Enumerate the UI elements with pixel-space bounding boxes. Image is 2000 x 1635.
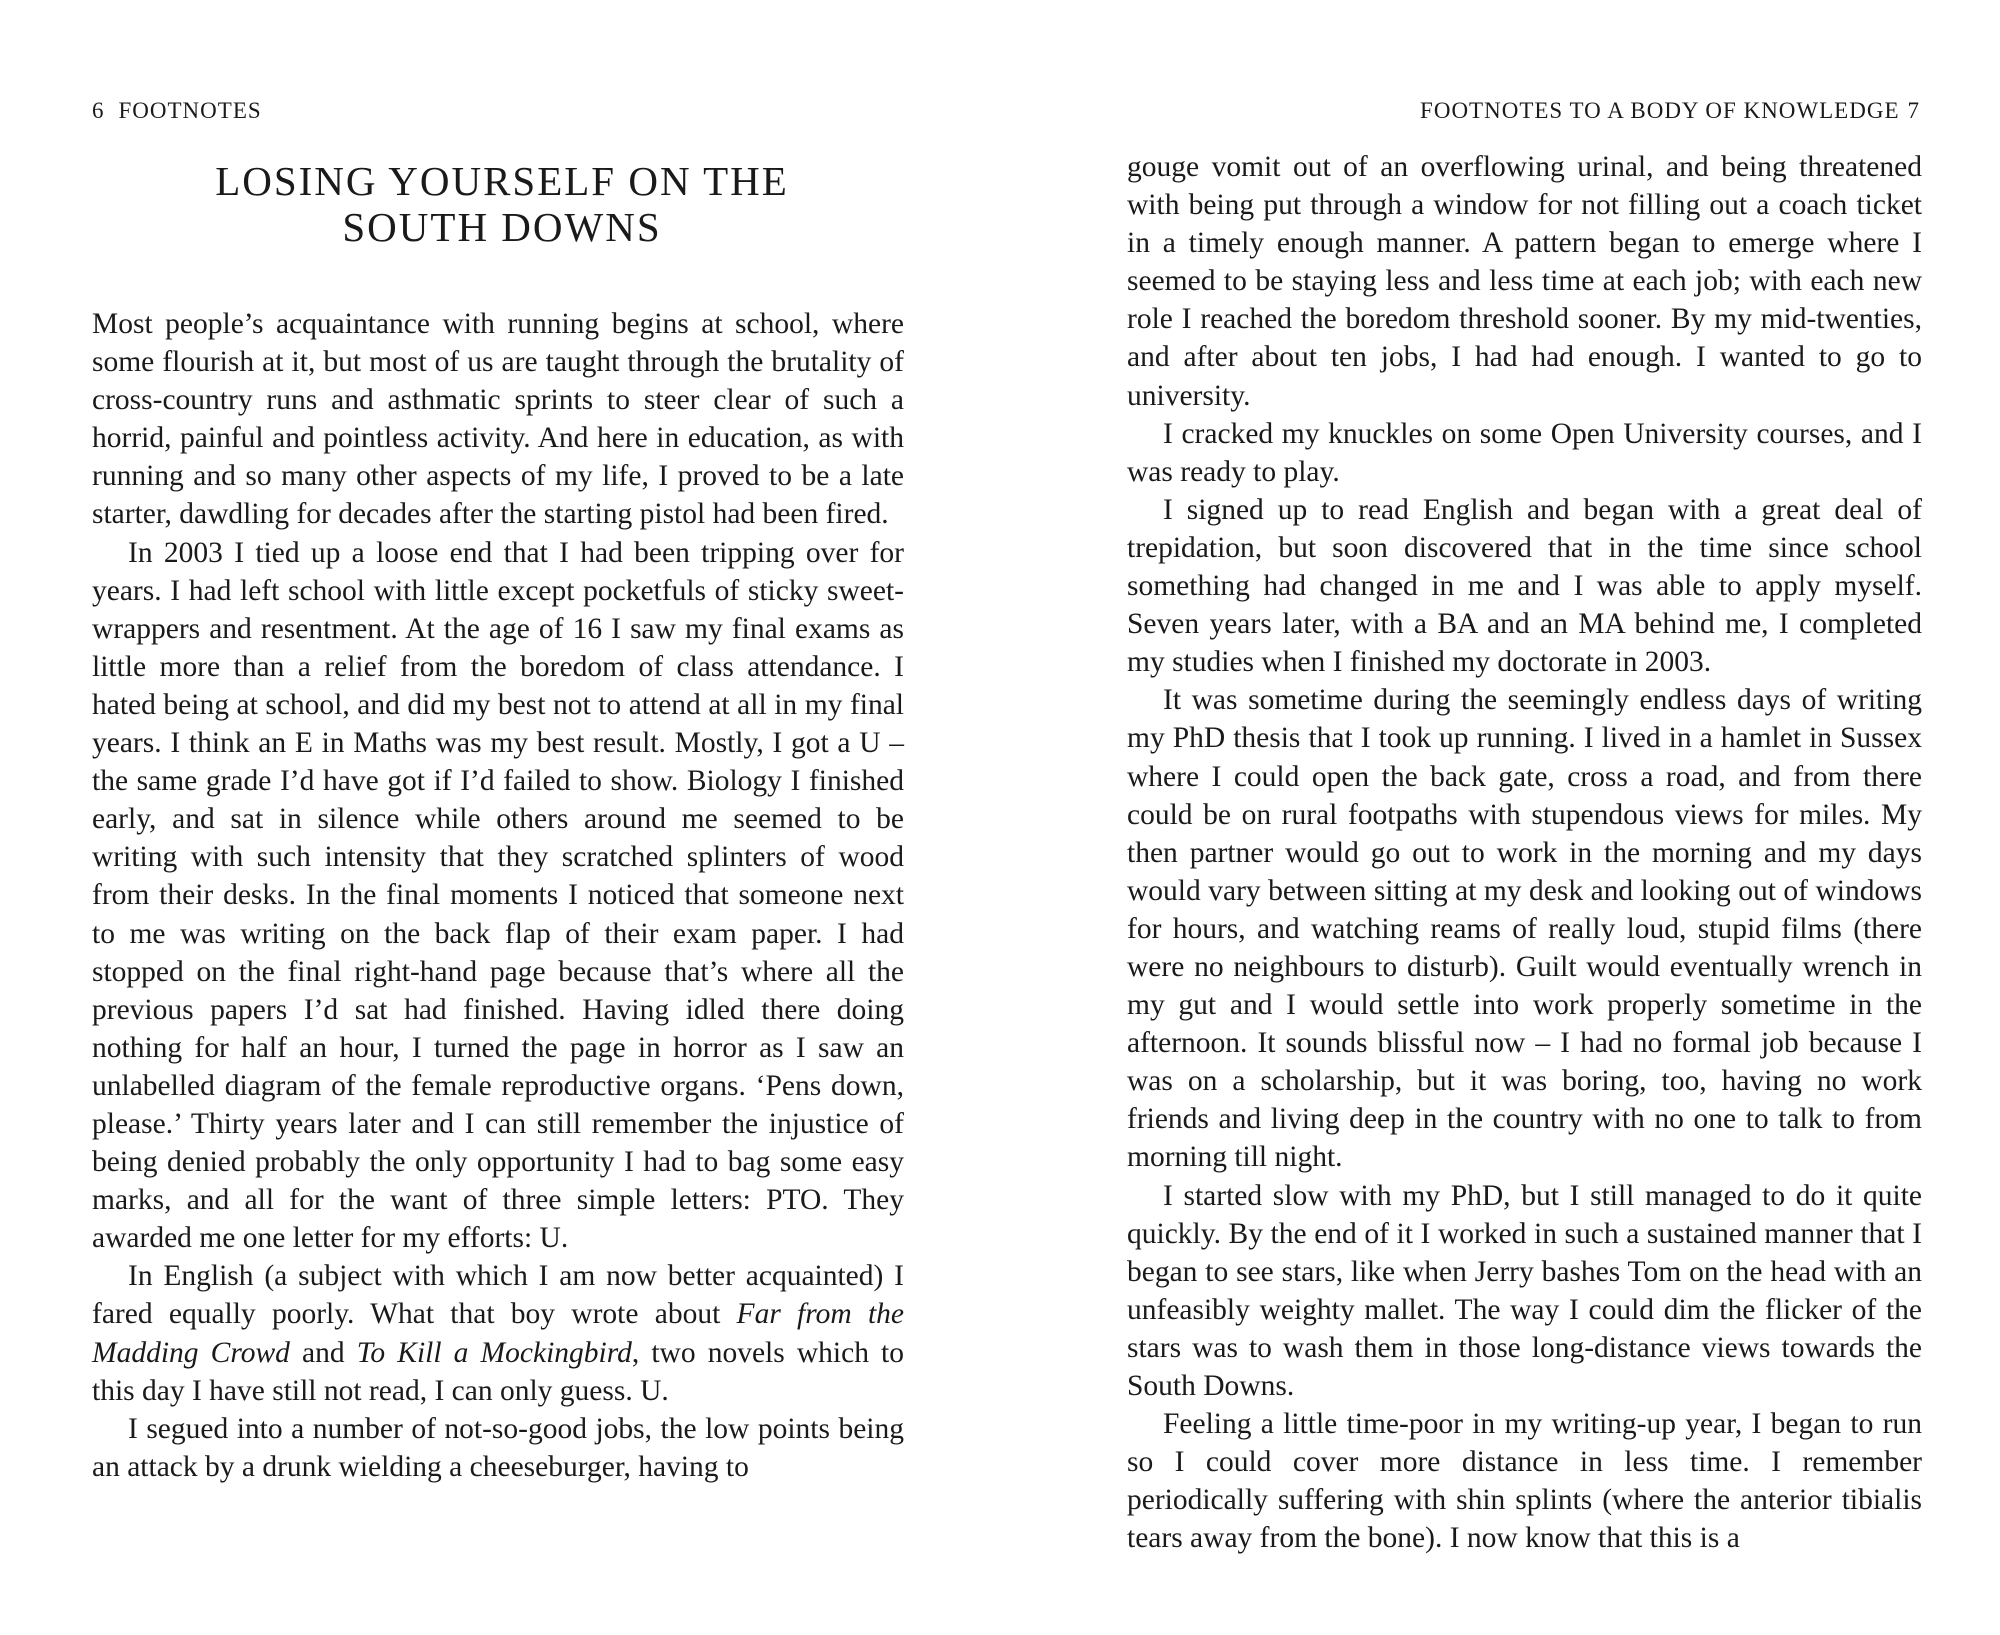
left-running-head-title: FOOTNOTES bbox=[118, 98, 262, 123]
left-body-text bbox=[92, 305, 904, 1486]
left-running-head bbox=[92, 98, 262, 124]
paragraph: I signed up to read English and began with a great deal of trepidation, but soon discovered that in the time since school something had changed in me and I was able to apply myself. Seven years later, with a BA and an MA behind me, I completed my studies when I finished my doctorate in 2003. bbox=[1127, 493, 1922, 679]
chapter-title bbox=[92, 158, 912, 250]
chapter-title-line-1: LOSING YOURSELF ON THE bbox=[215, 158, 789, 204]
paragraph: Most people’s acquaintance with running begins at school, where some flourish at it, but most of us are taught through the brutality of cross-country runs and asthmatic sprints to steer clear of such a horrid, painful and pointless activity. And here in education, as with running and so many other aspects of my life, I proved to be a late starter, dawdling for decades after the starting pistol had been fired. bbox=[92, 308, 904, 531]
paragraph-text: In English (a subject with which I am now better acquainted) I fared equally poorly. What that boy wrote about bbox=[92, 1260, 904, 1331]
paragraph-text: , two novels which to this day I have still not read, I can only guess. U. bbox=[92, 1336, 905, 1407]
right-body-text bbox=[1127, 148, 1922, 1557]
paragraph: I cracked my knuckles on some Open University courses, and I was ready to play. bbox=[1127, 417, 1922, 488]
right-running-head-title: FOOTNOTES TO A BODY OF KNOWLEDGE bbox=[1420, 98, 1900, 123]
book-title: To Kill a Mockingbird bbox=[356, 1336, 632, 1369]
paragraph: I started slow with my PhD, but I still managed to do it quite quickly. By the end of it I worked in such a sustained manner that I began to see stars, like when Jerry bashes Tom on the head with an unfeasibly weighty mallet. The way I could dim the flicker of the stars was to wash them in those long-distance views towards the South Downs. bbox=[1127, 1179, 1922, 1402]
paragraph bbox=[92, 1257, 904, 1409]
chapter-title-line-2: SOUTH DOWNS bbox=[342, 204, 662, 250]
right-page-number: 7 bbox=[1907, 98, 1920, 123]
paragraph: Feeling a little time-poor in my writing-up year, I began to run so I could cover more distance in less time. I remember periodically suffering with shin splints (where the anterior tibialis tears away from the bone). I now know that this is a bbox=[1127, 1408, 1922, 1555]
book-title: Far from the Madding Crowd bbox=[92, 1298, 904, 1369]
right-page bbox=[1000, 0, 2000, 1635]
paragraph: I segued into a number of not-so-good jobs, the low points being an attack by a drunk wielding a cheeseburger, having to bbox=[92, 1412, 904, 1483]
left-page-number: 6 bbox=[92, 98, 105, 123]
paragraph: In 2003 I tied up a loose end that I had been tripping over for years. I had left school with little except pocketfuls of sticky sweet-wrappers and resentment. At the age of 16 I saw my final exams as little more than a relief from the boredom of class attendance. I hated being at school, and did my best not to attend at all in my final years. I think an E in Maths was my best result. Mostly, I got a U – the same grade I’d have got if I’d failed to show. Biology I finished early, and sat in silence while others around me seemed to be writing with such intensity that they scratched splinters of wood from their desks. In the final moments I noticed that someone next to me was writing on the back flap of their exam paper. I had stopped on the final right-hand page because that’s where all the previous papers I’d sat had finished. Having idled there doing nothing for half an hour, I turned the page in horror as I saw an unlabelled diagram of the female reproductive organs. ‘Pens down, please.’ Thirty years later and I can still remember the injustice of being denied probably the only opportunity I had to bag some easy marks, and all for the want of three simple letters: PTO. They awarded me one letter for my efforts: U. bbox=[92, 536, 904, 1255]
right-running-head bbox=[1420, 98, 1920, 124]
paragraph: It was sometime during the seemingly endless days of writing my PhD thesis that I took up running. I lived in a hamlet in Sussex where I could open the back gate, cross a road, and from there could be on rural footpaths with stupendous views for miles. My then partner would go out to work in the morning and my days would vary between sitting at my desk and looking out of windows for hours, and watching reams of really loud, stupid films (there were no neighbours to disturb). Guilt would eventually wrench in my gut and I would settle into work properly sometime in the afternoon. It sounds blissful now – I had no formal job because I was on a scholarship, but it was boring, too, having no work friends and living deep in the country with no one to talk to from morning till night. bbox=[1127, 684, 1922, 1174]
paragraph: gouge vomit out of an overflowing urinal, and being threatened with being put through a window for not filling out a coach ticket in a timely enough manner. A pattern began to emerge where I seemed to be staying less and less time at each job; with each new role I reached the boredom threshold sooner. By my mid-twenties, and after about ten jobs, I had had enough. I wanted to go to university. bbox=[1127, 151, 1922, 412]
paragraph-text: and bbox=[289, 1336, 357, 1369]
